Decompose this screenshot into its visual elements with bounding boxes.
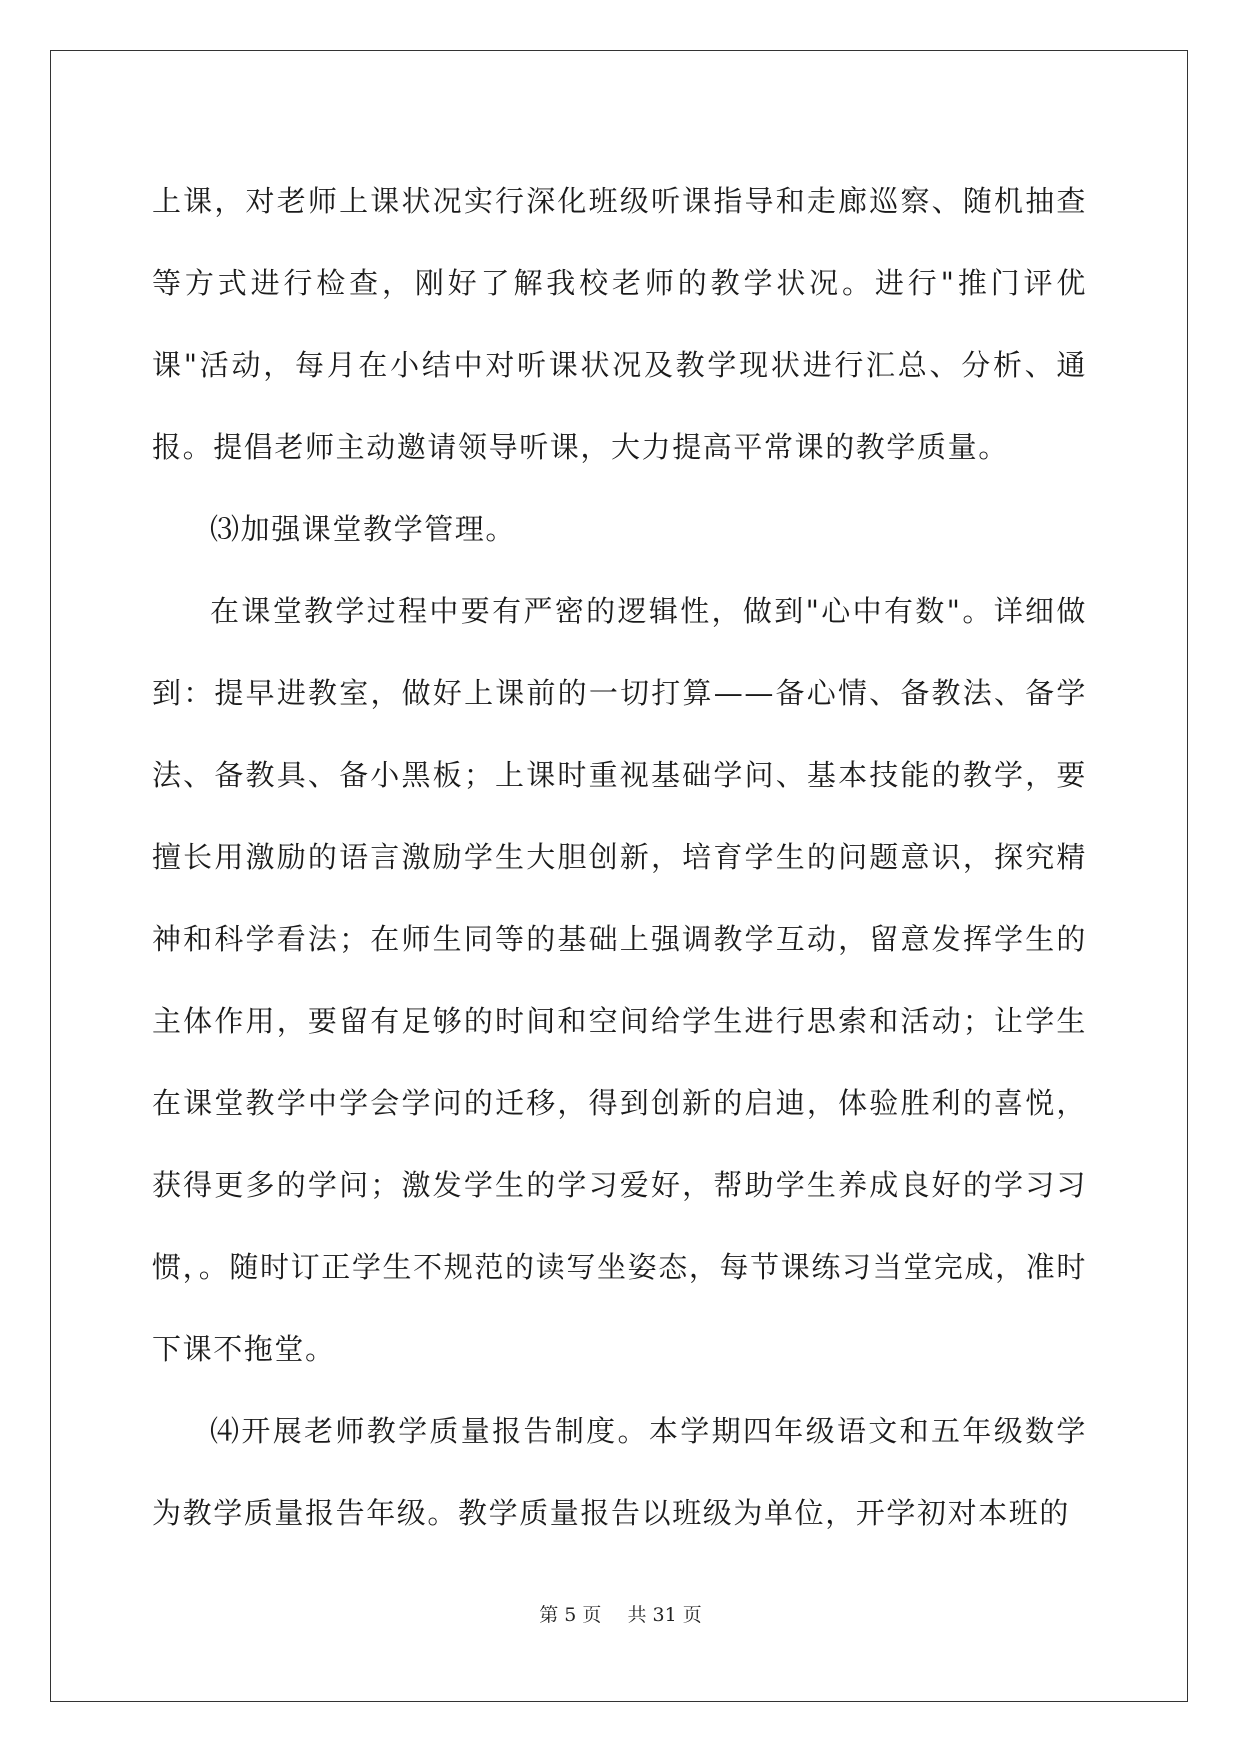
page-footer	[0, 1602, 1241, 1628]
page-total: 共 31 页	[627, 1604, 702, 1626]
page-number: 第 5 页	[539, 1604, 602, 1626]
paragraph-2: ⑶加强课堂教学管理。	[210, 512, 517, 546]
paragraph-3: 在课堂教学过程中要有严密的逻辑性，做到"心中有数"。详细做到：提早进教室，做好上课前的一切打算——备心情、备教法、备学法、备教具、备小黑板；上课时重视基础学问、基本技能的教学，要擅长用激励的语言激励学生大胆创新，培育学生的问题意识，探究精神和科学看法；在师生同等的基础上强调教学互动，留意发挥学生的主体作用，要留有足够的时间和空间给学生进行思索和活动；让学生在课堂教学中学会学问的迁移，得到创新的启迪，体验胜利的喜悦，获得更多的学问；激发学生的学习爱好，帮助学生养成良好的学习习惯，。随时订正学生不规范的读写坐姿态，每节课练习当堂完成，准时下课不拖堂。	[152, 594, 1087, 1366]
document-body	[152, 160, 1087, 1554]
paragraph-4: ⑷开展老师教学质量报告制度。本学期四年级语文和五年级数学为教学质量报告年级。教学质量报告以班级为单位，开学初对本班的	[152, 1414, 1087, 1530]
paragraph-1: 上课，对老师上课状况实行深化班级听课指导和走廊巡察、随机抽查等方式进行检查，刚好了解我校老师的教学状况。进行"推门评优课"活动，每月在小结中对听课状况及教学现状进行汇总、分析、通报。提倡老师主动邀请领导听课，大力提高平常课的教学质量。	[152, 184, 1087, 464]
